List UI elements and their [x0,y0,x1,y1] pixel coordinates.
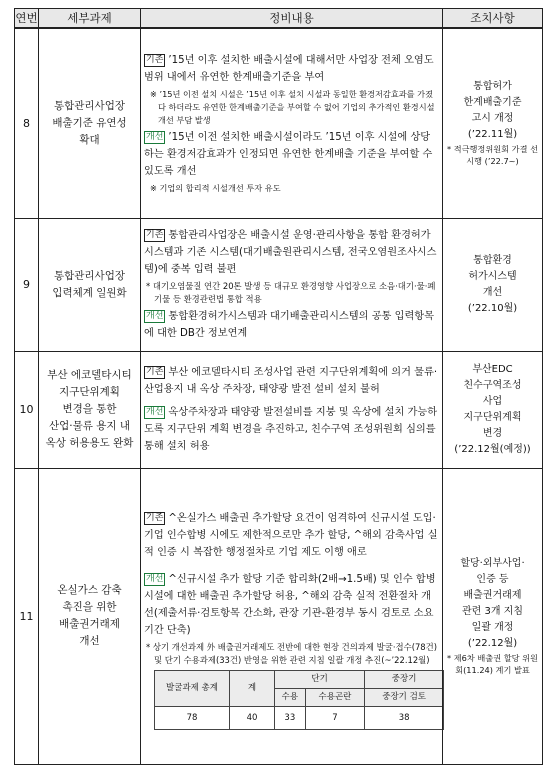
header-task: 세부과제 [39,9,141,29]
row-number: 10 [15,351,39,468]
content-cell [141,351,443,468]
improve-text: ’15년 이전 설치한 배출시설이라도 ’15년 이후 시설에 상당하는 환경저감효과가 인정되면 유연한 한계배출 기준을 부여할 수 있도록 개선 [144,131,433,177]
table-row [15,351,543,468]
total-header: 발굴과제 총계 [155,671,230,707]
difficult-header: 수용곤란 [305,689,365,707]
current-text: 부산 에코델타시티 조성사업 관련 지구단위계획에 의거 물류·산업용지 내 옥상 주차장, 태양광 발전 설비 설치 불허 [144,367,438,395]
improve-note: ※ 기업의 합리적 시설개선 투자 유도 [150,182,281,193]
action-cell: 통합허가 한계배출기준 고시 개정 (’22.11월) * 적극행정위원회 가결 선 시행 (’22.7~) [443,28,543,218]
table-row [15,28,543,218]
table-row [15,468,543,764]
action-note: * 적극행정위원회 가결 선 시행 (’22.7~) [447,144,538,167]
accept-header: 수용 [275,689,306,707]
mid-review-header: 중장기 검토 [365,689,444,707]
total-value: 78 [155,707,230,730]
row-number: 9 [15,218,39,351]
reform-table [14,8,543,765]
short-term-header: 단기 [275,671,365,689]
table-row [15,218,543,351]
current-note: * 대기오염물질 연간 20톤 발생 등 대규모 환경영향 사업장으로 소음·대기·물·폐기물 등 환경관련법 통합 적용 [146,281,436,304]
current-text: 통합관리사업장은 배출시설 운영·관리사항을 통합 환경허가시스템과 기존 시스템(대기배출원관리시스템, 전국오염원조사시스템)에 중복 입력 불편 [144,230,437,275]
current-tag: 기존 [146,513,164,523]
content-cell [141,218,443,351]
task-title: 부산 에코델타시티 지구단위계획 변경을 통한 산업·물류 용지 내 옥상 허용용도 완화 [39,351,141,468]
task-title: 온실가스 감축 촉진을 위한 배출권거래제 개선 [39,468,141,764]
mid-review-value: 38 [365,707,444,730]
current-tag: 기존 [146,230,164,240]
improve-text: 옥상주차장과 태양광 발전설비를 지붕 및 옥상에 설치 가능하도록 지구단위 계획 변경을 추진하고, 친수구역 조성위원회 심의를 통해 설치 허용 [144,407,438,452]
action-cell: 부산EDC 친수구역조성 사업 지구단위계획 변경 (’22.12월(예정)) [443,351,543,468]
improve-text: 통합환경허가시스템과 대기배출관리시스템의 공통 입력항목에 대한 DB간 정보연계 [144,311,434,339]
header-action: 조치사항 [443,9,543,29]
header-no: 연번 [15,9,39,29]
task-title: 통합관리사업장 배출기준 유연성 확대 [39,28,141,218]
improve-note: * 상기 개선과제 外 배출권거래제도 전반에 대한 현장 건의과제 발굴·접수(78건) 및 단기 수용과제(33건) 반영을 위한 관련 지침 일괄 개정 추진(~’22.12월) [146,642,437,665]
sum-header: 계 [230,671,275,707]
difficult-value: 7 [305,707,365,730]
action-note: * 제6차 배출권 할당 위원회(11.24) 계기 발표 [447,653,538,675]
current-text: ^온실가스 배출권 추가할당 요건이 엄격하여 신규시설 도입·기업 인수합병 시에도 제한적으로만 추가 할당, ^해외 감축사업 실적 인증 시 복잡한 행정절차로 기업 제도 이행 애로 [144,513,438,558]
improve-text: ^신규시설 추가 할당 기준 합리화(2배→1.5배) 및 인수 합병 시설에 대한 배출권 추가할당 허용, ^해외 감축 실적 전환절차 개선(제출서류·검토항목 간소화, 관장 기관-환경부 동시 검토로 소요기간 단축) [144,574,436,636]
task-count-table [154,670,444,730]
mid-term-header: 중장기 [365,671,444,689]
sum-value: 40 [230,707,275,730]
improve-tag: 개선 [146,311,164,321]
action-cell: 할당·외부사업· 인증 등 배출권거래제 관련 3개 지침 일괄 개정 (’22.12월) * 제6차 배출권 할당 위원회(11.24) 계기 발표 [443,468,543,764]
content-cell [141,468,443,764]
accept-value: 33 [275,707,306,730]
action-cell: 통합환경 허가시스템 개선 (’22.10월) [443,218,543,351]
current-text: ’15년 이후 설치한 배출시설에 대해서만 사업장 전체 오염도 범위 내에서 유연한 한계배출기준을 부여 [144,54,434,83]
row-number: 8 [15,28,39,218]
current-tag: 기존 [146,54,164,65]
improve-tag: 개선 [146,131,164,142]
task-title: 통합관리사업장 입력체계 일원화 [39,218,141,351]
row-number: 11 [15,468,39,764]
header-content: 정비내용 [141,9,443,29]
content-cell [141,28,443,218]
improve-tag: 개선 [146,574,164,584]
improve-tag: 개선 [146,407,164,417]
current-tag: 기존 [146,367,164,377]
current-note: ※ ’15년 이전 설치 시설은 ’15년 이후 설치 시설과 동일한 환경저감효과를 가졌다 하더라도 유연한 한계배출기준을 부여할 수 없어 기업의 추가적인 환경시설개선 부담 발생 [150,88,435,125]
